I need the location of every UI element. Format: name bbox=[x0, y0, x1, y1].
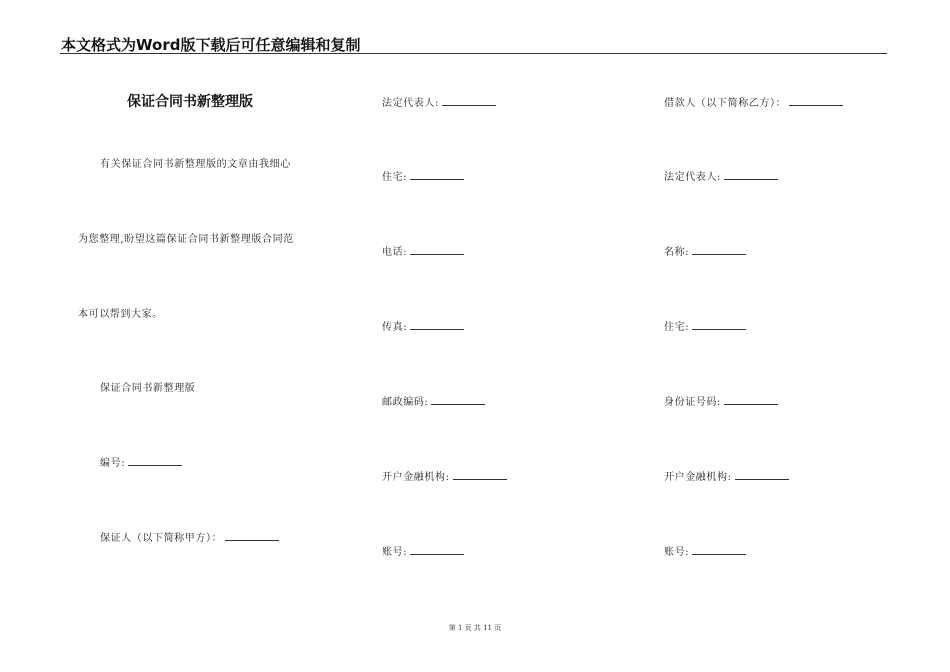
middle-legal-rep-field bbox=[382, 94, 496, 109]
number-blank bbox=[128, 456, 182, 466]
number-label: 编号: bbox=[100, 458, 126, 469]
middle-postcode-blank bbox=[431, 395, 485, 405]
right-legal-rep-field bbox=[664, 168, 778, 183]
right-bank-label: 开户金融机构: bbox=[664, 472, 732, 483]
right-bank-field bbox=[664, 468, 789, 483]
right-account-blank bbox=[692, 545, 746, 555]
middle-bank-field bbox=[382, 468, 507, 483]
header-text: 本文格式为Word版下载后可任意编辑和复制 bbox=[61, 36, 361, 54]
right-account-label: 账号: bbox=[664, 547, 690, 558]
middle-fax-field bbox=[382, 318, 464, 333]
right-account-field bbox=[664, 543, 746, 558]
middle-bank-blank bbox=[453, 470, 507, 480]
middle-fax-label: 传真: bbox=[382, 322, 408, 333]
right-borrower-blank bbox=[789, 96, 843, 106]
right-id-blank bbox=[724, 395, 778, 405]
middle-bank-label: 开户金融机构: bbox=[382, 472, 450, 483]
right-legal-rep-blank bbox=[724, 170, 778, 180]
middle-phone-blank bbox=[410, 245, 464, 255]
middle-address-field bbox=[382, 168, 464, 183]
guarantor-label: 保证人（以下简称甲方）： bbox=[100, 533, 223, 544]
right-borrower-label: 借款人（以下简称乙方）： bbox=[664, 98, 787, 109]
right-address-field bbox=[664, 318, 746, 333]
middle-legal-rep-blank bbox=[442, 96, 496, 106]
right-id-field bbox=[664, 393, 778, 408]
right-name-label: 名称: bbox=[664, 247, 690, 258]
page-number: 第 1 页 共 11 页 bbox=[448, 624, 502, 632]
middle-legal-rep-label: 法定代表人: bbox=[382, 98, 439, 109]
intro-line-3: 本可以帮到大家。 bbox=[78, 309, 163, 320]
right-address-blank bbox=[692, 320, 746, 330]
middle-account-label: 账号: bbox=[382, 547, 408, 558]
middle-account-blank bbox=[410, 545, 464, 555]
middle-address-label: 住宅: bbox=[382, 172, 408, 183]
guarantor-blank bbox=[225, 531, 279, 541]
header-rule bbox=[60, 53, 887, 54]
middle-phone-label: 电话: bbox=[382, 247, 408, 258]
number-field bbox=[100, 454, 182, 469]
middle-postcode-field bbox=[382, 393, 485, 408]
right-name-field bbox=[664, 243, 746, 258]
subtitle: 保证合同书新整理版 bbox=[100, 383, 196, 394]
middle-phone-field bbox=[382, 243, 464, 258]
right-name-blank bbox=[692, 245, 746, 255]
middle-account-field bbox=[382, 543, 464, 558]
guarantor-field bbox=[100, 529, 279, 544]
middle-address-blank bbox=[410, 170, 464, 180]
middle-fax-blank bbox=[410, 320, 464, 330]
right-legal-rep-label: 法定代表人: bbox=[664, 172, 721, 183]
intro-line-1: 有关保证合同书新整理版的文章由我细心 bbox=[100, 159, 291, 170]
right-id-label: 身份证号码: bbox=[664, 397, 721, 408]
document-title: 保证合同书新整理版 bbox=[127, 94, 253, 110]
right-bank-blank bbox=[735, 470, 789, 480]
right-borrower-field bbox=[664, 94, 843, 109]
right-address-label: 住宅: bbox=[664, 322, 690, 333]
intro-line-2: 为您整理,盼望这篇保证合同书新整理版合同范 bbox=[78, 234, 294, 245]
middle-postcode-label: 邮政编码: bbox=[382, 397, 429, 408]
